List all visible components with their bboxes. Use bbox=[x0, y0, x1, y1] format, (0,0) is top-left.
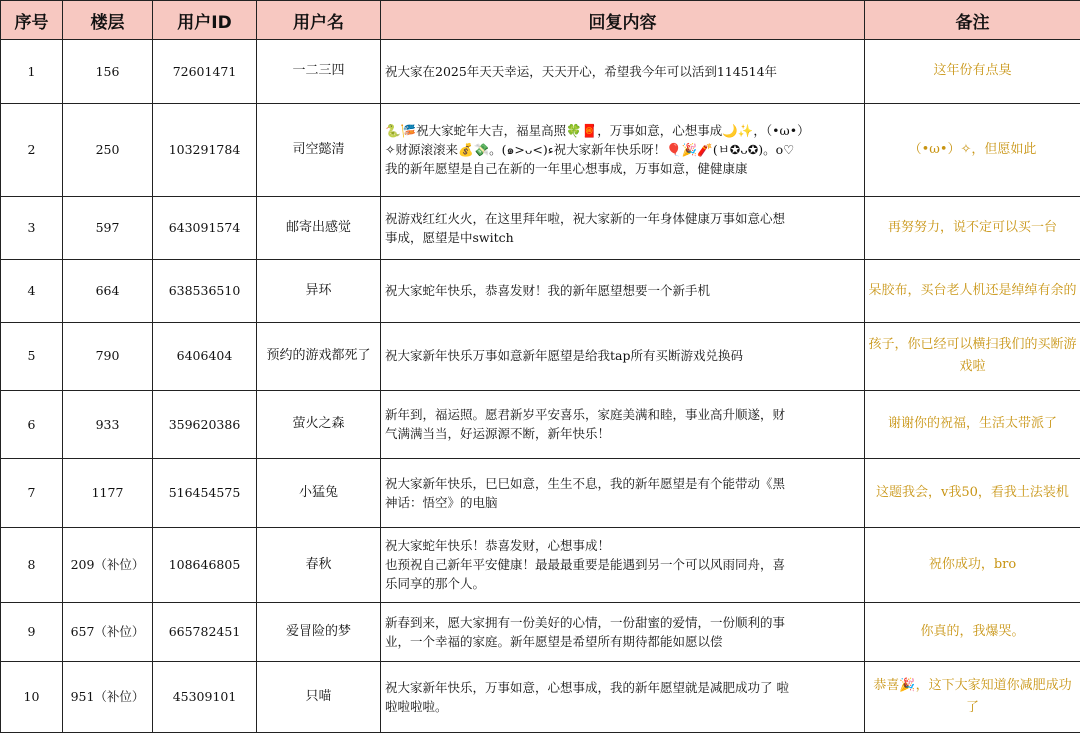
cell-no: 8 bbox=[1, 527, 63, 602]
cell-no: 5 bbox=[1, 322, 63, 390]
cell-floor: 933 bbox=[63, 390, 153, 459]
cell-floor: 156 bbox=[63, 40, 153, 104]
reply-line: 事成，愿望是中switch bbox=[385, 229, 514, 245]
cell-user-name: 一二三四 bbox=[257, 40, 381, 104]
cell-floor: 1177 bbox=[63, 459, 153, 528]
cell-user-id: 108646805 bbox=[153, 527, 257, 602]
table-row bbox=[1, 196, 1080, 260]
cell-no: 1 bbox=[1, 40, 63, 104]
cell-remark: 谢谢你的祝福，生活太带派了 bbox=[865, 390, 1080, 459]
cell-user-id: 359620386 bbox=[153, 390, 257, 459]
cell-reply bbox=[381, 390, 865, 459]
reply-line: 啦啦啦啦。 bbox=[385, 699, 448, 715]
cell-floor: 790 bbox=[63, 322, 153, 390]
cell-remark: 恭喜🎉，这下大家知道你减肥成功了 bbox=[865, 662, 1080, 733]
cell-floor: 597 bbox=[63, 196, 153, 260]
cell-floor: 250 bbox=[63, 103, 153, 196]
reply-line: 新年到，福运照。愿君新岁平安喜乐，家庭美满和睦，事业高升顺遂，财 bbox=[385, 406, 786, 422]
table-row bbox=[1, 390, 1080, 459]
reply-line: 祝大家蛇年快乐！恭喜发财，心想事成！ bbox=[385, 537, 611, 553]
table-row bbox=[1, 662, 1080, 733]
table-row bbox=[1, 527, 1080, 602]
reply-line: 祝大家新年快乐万事如意新年愿望是给我tap所有买断游戏兑换码 bbox=[385, 348, 743, 364]
cell-remark: 呆胶布，买台老人机还是绰绰有余的 bbox=[865, 260, 1080, 323]
cell-user-id: 665782451 bbox=[153, 602, 257, 662]
header-cell-reply: 回复内容 bbox=[381, 1, 865, 40]
cell-user-id: 643091574 bbox=[153, 196, 257, 260]
cell-no: 2 bbox=[1, 103, 63, 196]
header-cell-remark: 备注 bbox=[865, 1, 1080, 40]
cell-reply bbox=[381, 196, 865, 260]
cell-remark: 孩子，你已经可以横扫我们的买断游戏啦 bbox=[865, 322, 1080, 390]
reply-line: 新春到来，愿大家拥有一份美好的心情，一份甜蜜的爱情，一份顺利的事 bbox=[385, 614, 786, 630]
reply-line: 祝大家新年快乐，巳巳如意，生生不息，我的新年愿望是有个能带动《黑 bbox=[385, 475, 786, 491]
cell-user-id: 638536510 bbox=[153, 260, 257, 323]
cell-floor: 664 bbox=[63, 260, 153, 323]
cell-user-id: 516454575 bbox=[153, 459, 257, 528]
cell-floor: 951（补位） bbox=[63, 662, 153, 733]
cell-user-name: 爱冒险的梦 bbox=[257, 602, 381, 662]
reply-line: 祝大家在2025年天天幸运，天天开心，希望我今年可以活到114514年 bbox=[385, 63, 778, 79]
cell-user-name: 邮寄出感觉 bbox=[257, 196, 381, 260]
reply-line: 祝大家新年快乐，万事如意，心想事成，我的新年愿望就是减肥成功了 啦 bbox=[385, 679, 789, 695]
cell-user-name: 只喵 bbox=[257, 662, 381, 733]
cell-user-id: 45309101 bbox=[153, 662, 257, 733]
table-row bbox=[1, 260, 1080, 323]
cell-no: 6 bbox=[1, 390, 63, 459]
header-cell-floor: 楼层 bbox=[63, 1, 153, 40]
cell-reply bbox=[381, 322, 865, 390]
reply-line: 我的新年愿望是自己在新的一年里心想事成，万事如意，健健康康 bbox=[385, 161, 748, 177]
cell-remark: 再努努力，说不定可以买一台 bbox=[865, 196, 1080, 260]
cell-user-name: 预约的游戏都死了 bbox=[257, 322, 381, 390]
table-row bbox=[1, 322, 1080, 390]
reply-line: 业，一个幸福的家庭。新年愿望是希望所有期待都能如愿以偿 bbox=[385, 633, 723, 649]
cell-reply bbox=[381, 459, 865, 528]
table-row bbox=[1, 40, 1080, 104]
cell-user-name: 春秋 bbox=[257, 527, 381, 602]
cell-remark: （•ω•）✧，但愿如此 bbox=[865, 103, 1080, 196]
cell-reply bbox=[381, 260, 865, 323]
cell-reply bbox=[381, 527, 865, 602]
reply-line: 祝游戏红红火火，在这里拜年啦，祝大家新的一年身体健康万事如意心想 bbox=[385, 210, 786, 226]
cell-reply bbox=[381, 662, 865, 733]
header-cell-user-id: 用户ID bbox=[153, 1, 257, 40]
reply-line: 祝大家蛇年快乐，恭喜发财！我的新年愿望想要一个新手机 bbox=[385, 283, 711, 299]
cell-user-id: 6406404 bbox=[153, 322, 257, 390]
cell-no: 4 bbox=[1, 260, 63, 323]
reply-line: 乐同享的那个人。 bbox=[385, 576, 486, 592]
header-row bbox=[1, 1, 1080, 40]
reply-line: 神话：悟空》的电脑 bbox=[385, 495, 498, 511]
table-row bbox=[1, 103, 1080, 196]
cell-user-name: 萤火之森 bbox=[257, 390, 381, 459]
table-row bbox=[1, 459, 1080, 528]
reply-line: 🐍🎏祝大家蛇年大吉，福星高照🍀🧧，万事如意，心想事成🌙✨，（•ω•） bbox=[385, 122, 810, 138]
header-cell-no: 序号 bbox=[1, 1, 63, 40]
cell-floor: 209（补位） bbox=[63, 527, 153, 602]
cell-remark: 这年份有点臭 bbox=[865, 40, 1080, 104]
reply-line: 气满满当当，好运源源不断，新年快乐！ bbox=[385, 426, 611, 442]
cell-user-id: 103291784 bbox=[153, 103, 257, 196]
reply-line: 也预祝自己新年平安健康！最最最重要是能遇到另一个可以风雨同舟，喜 bbox=[385, 557, 786, 573]
cell-floor: 657（补位） bbox=[63, 602, 153, 662]
cell-no: 7 bbox=[1, 459, 63, 528]
cell-user-id: 72601471 bbox=[153, 40, 257, 104]
cell-remark: 祝你成功，bro bbox=[865, 527, 1080, 602]
table-row bbox=[1, 602, 1080, 662]
cell-remark: 你真的，我爆哭。 bbox=[865, 602, 1080, 662]
cell-remark: 这题我会，v我50，看我土法装机 bbox=[865, 459, 1080, 528]
cell-no: 10 bbox=[1, 662, 63, 733]
cell-user-name: 司空懿清 bbox=[257, 103, 381, 196]
header-cell-user-name: 用户名 bbox=[257, 1, 381, 40]
cell-reply bbox=[381, 602, 865, 662]
cell-user-name: 小猛兔 bbox=[257, 459, 381, 528]
cell-reply bbox=[381, 40, 865, 104]
cell-no: 9 bbox=[1, 602, 63, 662]
cell-user-name: 异环 bbox=[257, 260, 381, 323]
reply-line: ✧财源滚滚来💰💸。(๑>ᴗ<)ء祝大家新年快乐呀！🎈🎉🧨(ㅂ✪ᴗ✪)。o♡ bbox=[385, 141, 795, 157]
cell-reply bbox=[381, 103, 865, 196]
cell-no: 3 bbox=[1, 196, 63, 260]
